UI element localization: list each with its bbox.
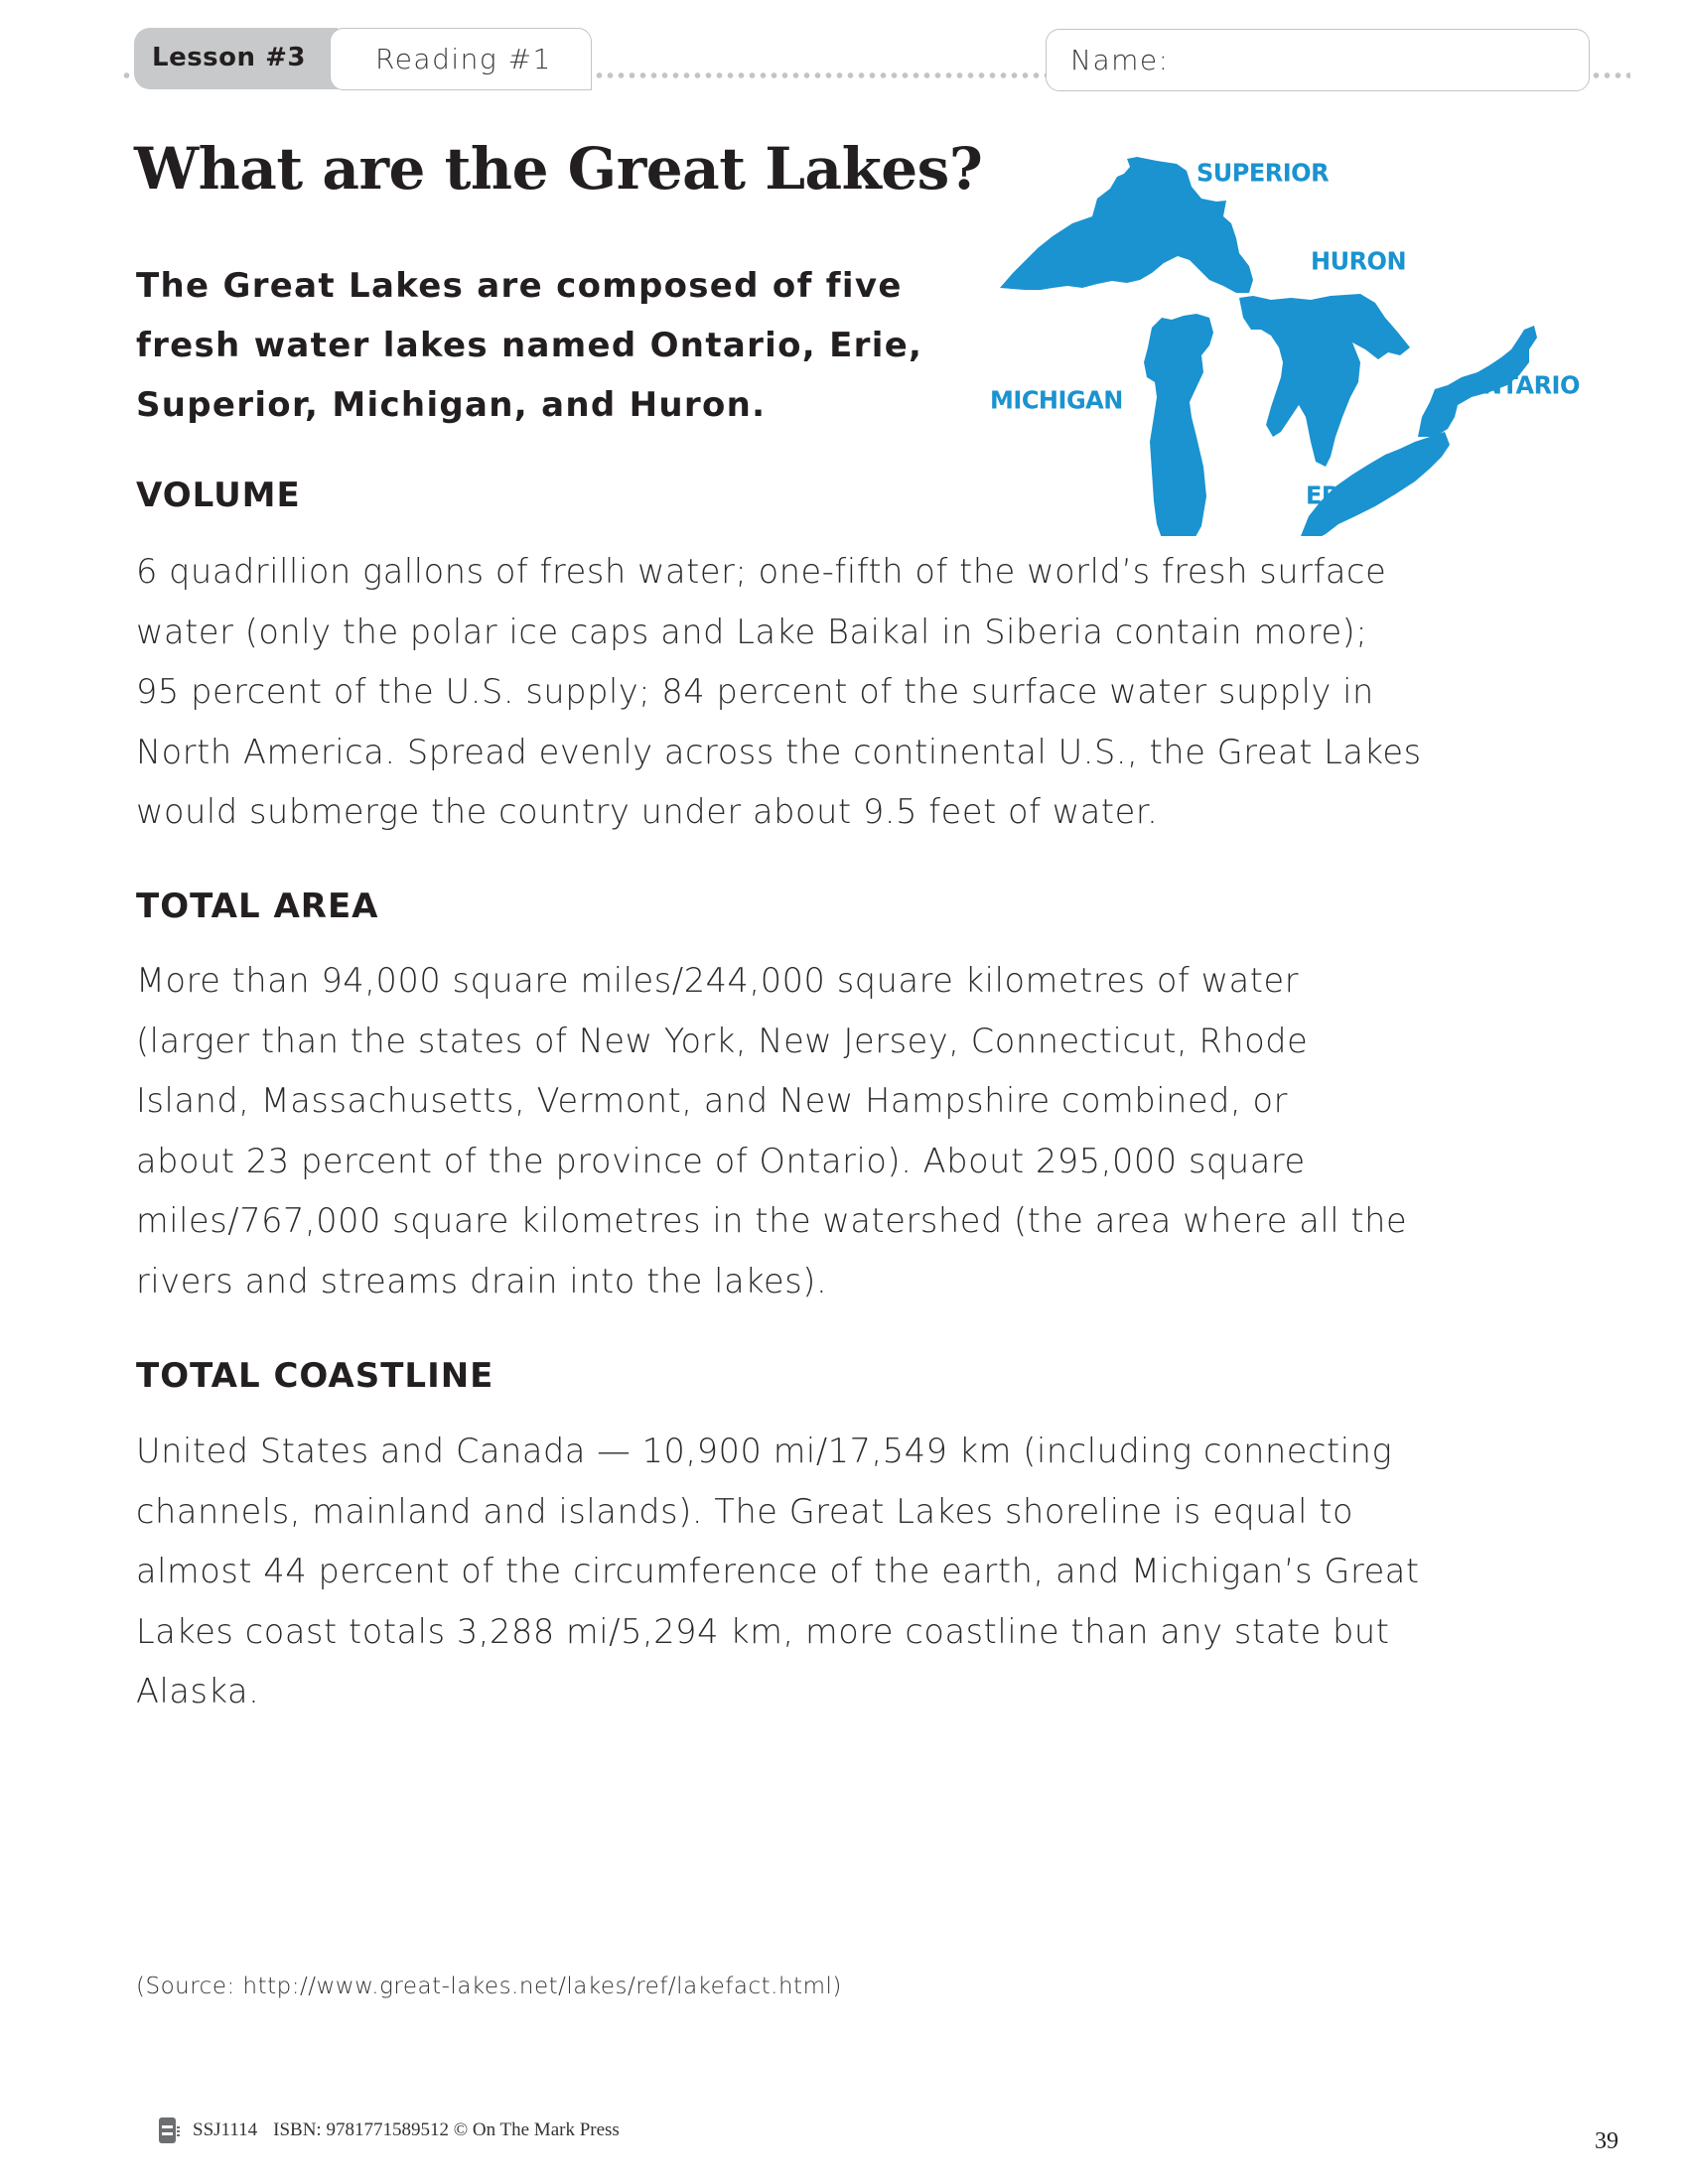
body-line: 6 quadrillion gallons of fresh water; one-fifth of the world’s fresh surface [136, 552, 1387, 591]
body-line: 95 percent of the U.S. supply; 84 percent of the surface water supply in [136, 672, 1374, 711]
body-line: United States and Canada — 10,900 mi/17,549 km (including connecting [136, 1432, 1393, 1470]
label-michigan: MICHIGAN [990, 385, 1123, 415]
product-code: SSJ1114 [193, 2119, 258, 2140]
section-body-volume [136, 542, 1606, 843]
section-body-total-coastline [136, 1422, 1606, 1722]
book-logo-icon [159, 2117, 181, 2143]
page-number: 39 [1595, 2128, 1618, 2154]
reading-tab [330, 28, 592, 90]
body-line: Lakes coast totals 3,288 mi/5,294 km, more coastline than any state but [136, 1611, 1390, 1651]
lesson-tab [134, 28, 338, 89]
intro-line: The Great Lakes are composed of five [136, 266, 903, 306]
lesson-label: Lesson #3 [152, 43, 306, 72]
body-line: Alaska. [136, 1672, 260, 1710]
body-line: miles/767,000 square kilometres in the watershed (the area where all the [136, 1201, 1408, 1240]
body-line: would submerge the country under about 9.5 feet of water. [136, 792, 1159, 831]
intro-paragraph [136, 256, 930, 435]
body-line: More than 94,000 square miles/244,000 square kilometres of water [136, 961, 1300, 1000]
body-line: Island, Massachusetts, Vermont, and New Hampshire combined, or [136, 1081, 1288, 1120]
section-heading-volume: VOLUME [136, 476, 301, 515]
header-dotted-line-right [1591, 72, 1630, 78]
label-erie: ERIE [1306, 480, 1364, 510]
label-superior: SUPERIOR [1196, 158, 1330, 188]
great-lakes-map-icon [983, 139, 1599, 536]
body-line: channels, mainland and islands). The Great Lakes shoreline is equal to [136, 1491, 1354, 1531]
label-ontario: ONTARIO [1463, 370, 1580, 400]
great-lakes-map [983, 139, 1599, 536]
footer [159, 2117, 620, 2143]
section-heading-total-coastline: TOTAL COASTLINE [136, 1356, 494, 1396]
intro-line: fresh water lakes named Ontario, Erie, [136, 326, 923, 365]
body-line: about 23 percent of the province of Ontario). About 295,000 square [136, 1141, 1306, 1180]
source-citation: (Source: http://www.great-lakes.net/lakes/ref/lakefact.html) [136, 1974, 842, 1999]
body-line: almost 44 percent of the circumference of the earth, and Michigan’s Great [136, 1552, 1420, 1590]
intro-line: Superior, Michigan, and Huron. [136, 385, 767, 425]
body-line: North America. Spread evenly across the continental U.S., the Great Lakes [136, 732, 1422, 771]
section-heading-total-area: TOTAL AREA [136, 887, 379, 926]
page-title: What are the Great Lakes? [134, 135, 983, 203]
reading-label: Reading #1 [375, 43, 552, 75]
isbn-copyright: ISBN: 9781771589512 © On The Mark Press [273, 2119, 620, 2140]
name-field[interactable] [1046, 29, 1590, 91]
label-huron: HURON [1311, 246, 1407, 276]
header-dotted-line-middle [594, 72, 1046, 78]
body-line: rivers and streams drain into the lakes). [136, 1261, 828, 1300]
name-label: Name: [1070, 44, 1170, 76]
body-line: water (only the polar ice caps and Lake Baikal in Siberia contain more); [136, 612, 1368, 651]
body-line: (larger than the states of New York, New Jersey, Connecticut, Rhode [136, 1021, 1309, 1060]
section-body-total-area [136, 951, 1606, 1311]
